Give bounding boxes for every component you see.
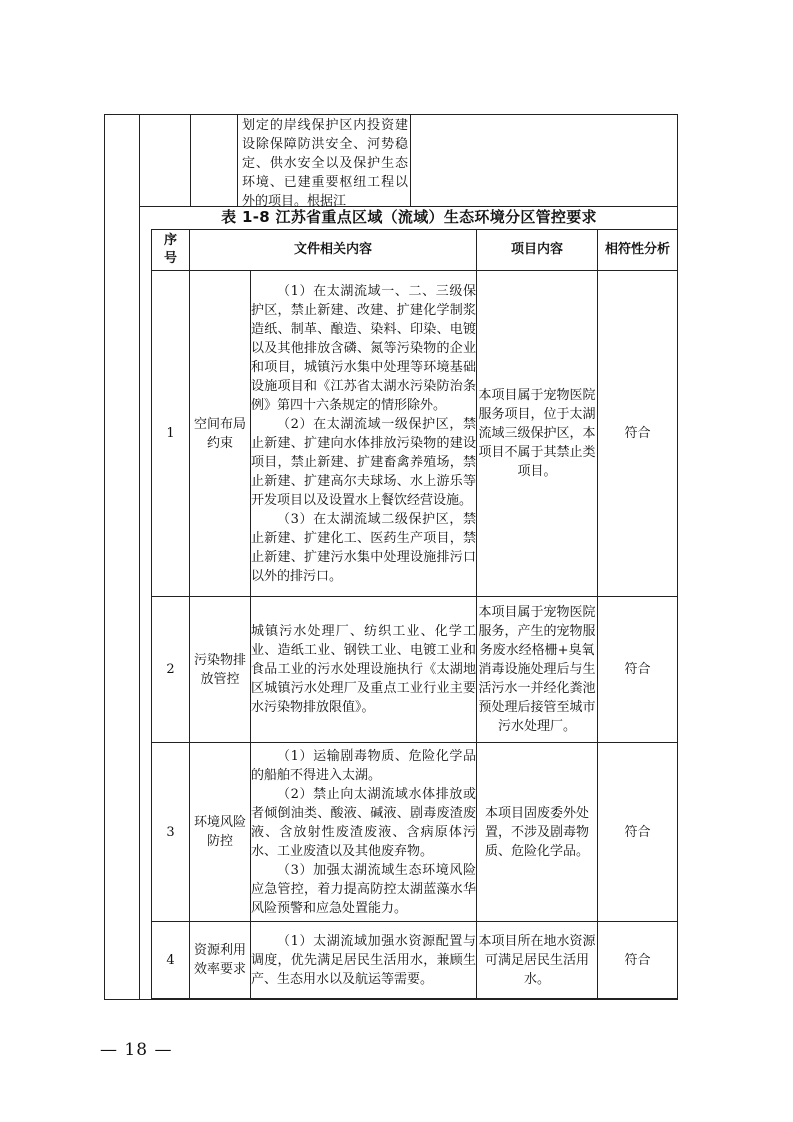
control-requirements-table [151,229,678,999]
content-item: （2）在太湖流域一级保护区，禁止新建、扩建向水体排放污染物的建设项目，禁止新建、扩建畜禽养殖场，禁止新建、扩建高尔夫球场、水上游乐等开发项目以及设置水上餐饮经营设施。 [251,416,477,508]
row-seq: 4 [152,922,190,999]
row-project: 本项目属于宠物医院服务项目，位于太湖流域三级保护区，本项目不属于其禁止类项目。 [477,271,598,597]
row-compliance: 符合 [598,597,678,743]
content-item: （1）在太湖流域一、二、三级保护区，禁止新建、改建、扩建化学制浆造纸、制革、酿造、染料、印染、电镀以及其他排放含磷、氮等污染物的企业和项目，城镇污水集中处理等环境基础设施项目和《江苏省太湖水污染防治条例》第四十六条规定的情形除外。 [251,283,477,413]
content-item: （1）太湖流域加强水资源配置与调度，优先满足居民生活用水，兼顾生产、生态用水以及航运等需要。 [251,933,477,987]
table-title: 表 1-8 江苏省重点区域（流域）生态环境分区管控要求 [221,208,597,226]
prev-row-divider-3 [410,114,411,206]
row-compliance: 符合 [598,922,678,999]
table-row [152,922,678,999]
row-content [251,271,477,597]
prev-row-text: 划定的岸线保护区内投资建设除保障防洪安全、河势稳定、供水安全以及保护生态环境、已建重要枢纽工程以外的项目。根据江 [242,118,408,209]
row-seq: 3 [152,743,190,922]
content-item: （1）运输剧毒物质、危险化学品的船舶不得进入太湖。 [251,748,477,783]
row-project: 本项目属于宠物医院服务，产生的宠物服务废水经格栅+臭氧消毒设施处理后与生活污水一并经化粪池预处理后接管至城市污水处理厂。 [477,597,598,743]
header-project: 项目内容 [477,230,598,271]
prev-row-divider-2 [237,114,238,206]
row-content [251,597,477,743]
table-row [152,597,678,743]
row-category: 资源利用效率要求 [190,922,251,999]
table-header-row [152,230,678,271]
row-compliance: 符合 [598,743,678,922]
table-row [152,271,678,597]
table-row [152,743,678,922]
row-compliance: 符合 [598,271,678,597]
header-compliance: 相符性分析 [598,230,678,271]
row-seq: 1 [152,271,190,597]
row-content [251,922,477,999]
row-category: 环境风险防控 [190,743,251,922]
row-category: 污染物排放管控 [190,597,251,743]
outer-column-line [139,114,140,1000]
header-content: 文件相关内容 [190,230,477,271]
row-project: 本项目所在地水资源可满足居民生活用水。 [477,922,598,999]
page-number: — 18 — [100,1040,173,1060]
header-seq: 序号 [152,230,190,271]
row-seq: 2 [152,597,190,743]
content-item: 城镇污水处理厂、纺织工业、化学工业、造纸工业、钢铁工业、电镀工业和食品工业的污水处理设施执行《太湖地区城镇污水处理厂及重点工业行业主要水污染物排放限值》。 [251,624,477,715]
content-item: （2）禁止向太湖流域水体排放或者倾倒油类、酸液、碱液、剧毒废渣废液、含放射性废渣废液、含病原体污水、工业废渣以及其他废弃物。 [251,786,477,859]
content-item: （3）加强太湖流域生态环境风险应急管控，着力提高防控太湖蓝藻水华风险预警和应急处置能力。 [251,862,477,916]
row-project: 本项目固废委外处置，不涉及剧毒物质、危险化学品。 [477,743,598,922]
prev-row-divider-1 [190,114,191,206]
content-item: （3）在太湖流域二级保护区，禁止新建、扩建化工、医药生产项目，禁止新建、扩建污水集中处理设施排污口以外的排污口。 [251,511,477,584]
row-category: 空间布局约束 [190,271,251,597]
row-content [251,743,477,922]
